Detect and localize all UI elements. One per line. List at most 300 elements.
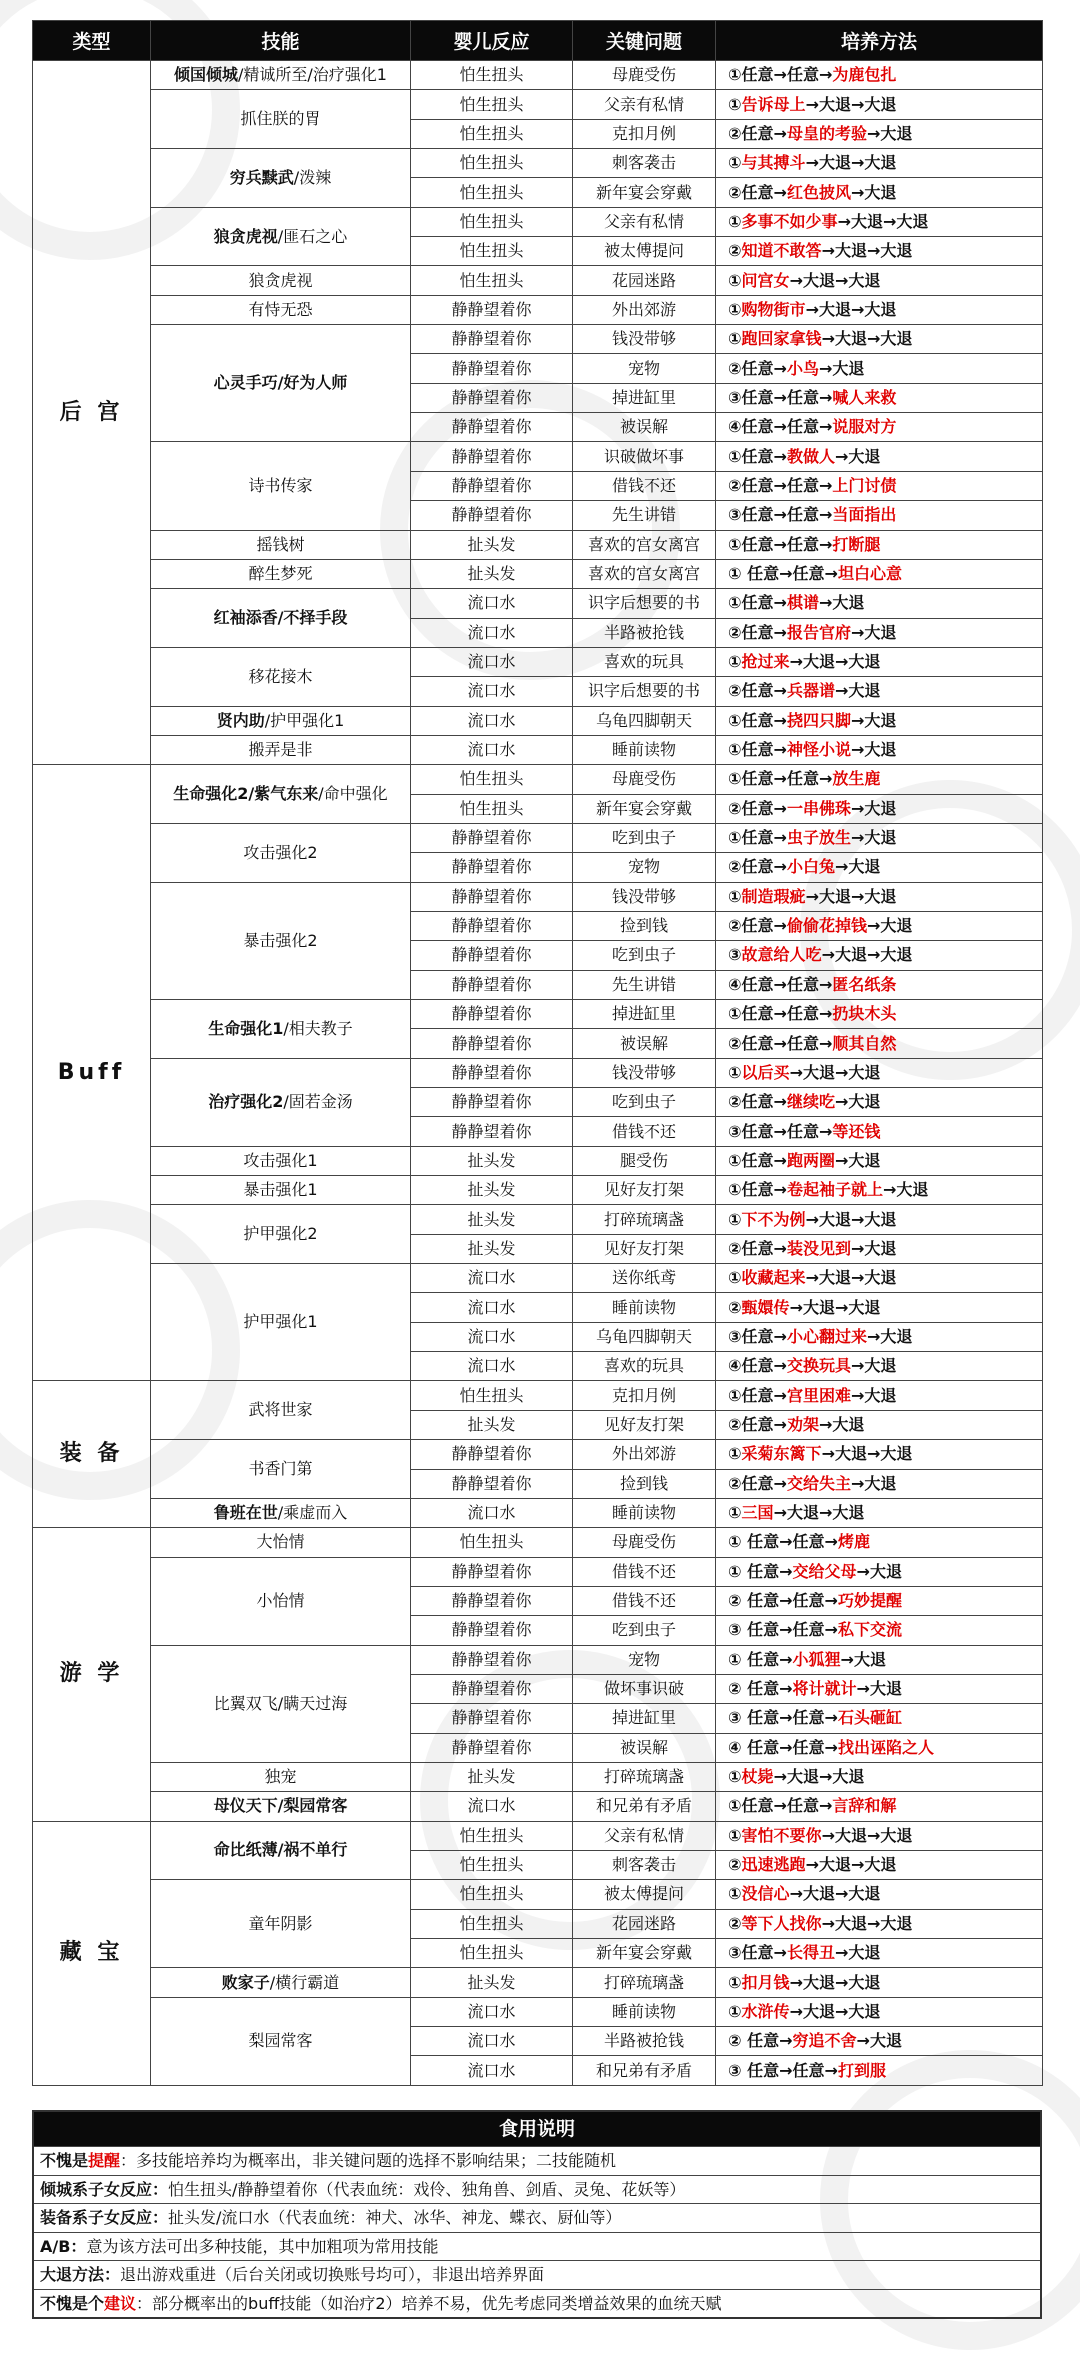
method-cell xyxy=(716,61,1043,90)
baby-reaction-cell: 怕生扭头 xyxy=(411,1939,573,1968)
skill-name: 暴击强化2 xyxy=(243,930,318,950)
method-prefix: ①任意→ xyxy=(728,1150,787,1170)
table-row xyxy=(33,530,1043,559)
method-choice: 偷偷花掉钱 xyxy=(786,916,867,936)
key-question-cell: 花园迷路 xyxy=(573,266,716,295)
table-row xyxy=(33,325,1043,354)
method-cell xyxy=(716,706,1043,735)
method-prefix: ② xyxy=(728,241,742,261)
baby-reaction-cell: 怕生扭头 xyxy=(411,149,573,178)
method-suffix: →大退 xyxy=(834,681,881,701)
method-cell xyxy=(716,354,1043,383)
method-prefix: ① xyxy=(728,1884,742,1904)
key-question-cell: 和兄弟有矛盾 xyxy=(573,1792,716,1821)
skill-name: 有恃无恐 xyxy=(248,299,313,319)
key-question-cell: 半路被抢钱 xyxy=(573,2027,716,2056)
method-prefix: ②任意→ xyxy=(728,1238,787,1258)
note-text: 退出游戏重进（后台关闭或切换账号均可），非退出培养界面 xyxy=(120,2265,545,2284)
guide-table-wrapper xyxy=(32,20,1042,2086)
key-question-cell: 母鹿受伤 xyxy=(573,765,716,794)
key-question-cell: 新年宴会穿戴 xyxy=(573,794,716,823)
key-question-cell: 捡到钱 xyxy=(573,911,716,940)
method-choice: 问宫女 xyxy=(741,270,790,290)
skill-name: 护甲强化2 xyxy=(243,1224,318,1244)
key-question-cell: 钱没带够 xyxy=(573,882,716,911)
method-prefix: ①任意→ xyxy=(728,446,787,466)
method-suffix: →大退 xyxy=(850,182,897,202)
method-prefix: ③ 任意→任意→ xyxy=(728,2060,838,2080)
note-line xyxy=(34,2175,1040,2204)
skill-name-bold: 生命强化1 xyxy=(208,1018,284,1038)
baby-reaction-cell: 静静望着你 xyxy=(411,853,573,882)
method-suffix: →大退 xyxy=(850,1473,897,1493)
baby-reaction-cell: 静静望着你 xyxy=(411,1000,573,1029)
header-key-question: 关键问题 xyxy=(573,21,716,61)
method-prefix: ① xyxy=(728,329,742,349)
method-suffix: →大退 xyxy=(882,1180,929,1200)
skill-cell xyxy=(151,1381,411,1440)
key-question-cell: 做坏事识破 xyxy=(573,1674,716,1703)
method-choice: 坦白心意 xyxy=(837,564,902,584)
skill-name: 诗书传家 xyxy=(248,475,313,495)
method-prefix: ①任意→ xyxy=(728,1385,787,1405)
key-question-cell: 掉进缸里 xyxy=(573,1000,716,1029)
key-question-cell: 捡到钱 xyxy=(573,1469,716,1498)
baby-reaction-cell: 静静望着你 xyxy=(411,1586,573,1615)
method-choice: 穷追不舍 xyxy=(792,2031,857,2051)
method-choice: 虫子放生 xyxy=(786,828,851,848)
method-prefix: ①任意→任意→ xyxy=(728,769,833,789)
method-choice: 宫里困难 xyxy=(786,1385,851,1405)
method-prefix: ①任意→ xyxy=(728,710,787,730)
method-cell xyxy=(716,823,1043,852)
skill-cell xyxy=(151,1176,411,1205)
method-prefix: ①任意→ xyxy=(728,1180,787,1200)
method-cell xyxy=(716,1469,1043,1498)
note-key: 装备系子女反应： xyxy=(40,2208,169,2227)
method-choice: 下不为例 xyxy=(741,1209,806,1229)
skill-name-bold: 败家子 xyxy=(221,1972,270,1992)
table-row xyxy=(33,295,1043,324)
baby-reaction-cell: 静静望着你 xyxy=(411,1058,573,1087)
method-choice: 制造瑕疵 xyxy=(741,886,806,906)
note-line xyxy=(34,2146,1040,2175)
skill-cell xyxy=(151,149,411,208)
skill-cell xyxy=(151,882,411,999)
key-question-cell: 借钱不还 xyxy=(573,1586,716,1615)
key-question-cell: 新年宴会穿戴 xyxy=(573,1939,716,1968)
method-cell xyxy=(716,1088,1043,1117)
method-prefix: ①任意→ xyxy=(728,593,787,613)
key-question-cell: 宠物 xyxy=(573,354,716,383)
method-prefix: ②任意→ xyxy=(728,916,787,936)
baby-reaction-cell: 静静望着你 xyxy=(411,501,573,530)
baby-reaction-cell: 静静望着你 xyxy=(411,1117,573,1146)
method-choice: 跑回家拿钱 xyxy=(741,329,822,349)
method-suffix: →大退 xyxy=(818,358,865,378)
method-suffix: →大退→大退 xyxy=(789,652,881,672)
method-suffix: →大退 xyxy=(850,710,897,730)
method-suffix: →大退→大退 xyxy=(789,270,881,290)
table-body xyxy=(33,61,1043,2086)
method-cell xyxy=(716,149,1043,178)
skill-name: /精诚所至/治疗强化1 xyxy=(238,65,387,85)
key-question-cell: 宠物 xyxy=(573,853,716,882)
key-question-cell: 乌龟四脚朝天 xyxy=(573,1322,716,1351)
key-question-cell: 吃到虫子 xyxy=(573,823,716,852)
type-cell: 游 学 xyxy=(33,1528,151,1821)
method-cell xyxy=(716,1528,1043,1557)
skill-cell xyxy=(151,325,411,442)
baby-reaction-cell: 扯头发 xyxy=(411,1176,573,1205)
method-prefix: ②任意→ xyxy=(728,123,787,143)
method-choice: 小白兔 xyxy=(786,857,835,877)
table-header-row xyxy=(33,21,1043,61)
skill-cell xyxy=(151,295,411,324)
baby-reaction-cell: 扯头发 xyxy=(411,1234,573,1263)
header-method: 培养方法 xyxy=(716,21,1043,61)
table-row xyxy=(33,1762,1043,1791)
key-question-cell: 宠物 xyxy=(573,1645,716,1674)
method-cell xyxy=(716,1381,1043,1410)
method-cell xyxy=(716,1000,1043,1029)
baby-reaction-cell: 怕生扭头 xyxy=(411,61,573,90)
baby-reaction-cell: 静静望着你 xyxy=(411,413,573,442)
key-question-cell: 掉进缸里 xyxy=(573,383,716,412)
baby-reaction-cell: 流口水 xyxy=(411,1264,573,1293)
table-row xyxy=(33,1381,1043,1410)
skill-cell xyxy=(151,1880,411,1968)
method-prefix: ① xyxy=(728,211,742,231)
method-prefix: ① xyxy=(728,1444,742,1464)
method-cell xyxy=(716,1821,1043,1850)
method-choice: 报告官府 xyxy=(786,622,851,642)
skill-name: 比翼双飞/瞒天过海 xyxy=(213,1693,348,1713)
note-key: 倾城系子女反应： xyxy=(40,2179,169,2199)
note-key: 不愧是个 xyxy=(40,2293,105,2313)
method-choice: 多事不如少事 xyxy=(741,211,838,231)
method-prefix: ①任意→任意→ xyxy=(728,534,833,554)
key-question-cell: 睡前读物 xyxy=(573,1293,716,1322)
method-cell xyxy=(716,941,1043,970)
key-question-cell: 借钱不还 xyxy=(573,1557,716,1586)
method-prefix: ①任意→任意→ xyxy=(728,1004,833,1024)
key-question-cell: 克扣月例 xyxy=(573,119,716,148)
baby-reaction-cell: 流口水 xyxy=(411,647,573,676)
baby-reaction-cell: 静静望着你 xyxy=(411,1645,573,1674)
method-prefix: ① 任意→ xyxy=(728,1561,793,1581)
method-cell xyxy=(716,1234,1043,1263)
header-type: 类型 xyxy=(33,21,151,61)
key-question-cell: 睡前读物 xyxy=(573,735,716,764)
method-prefix: ① xyxy=(728,1209,742,1229)
method-cell xyxy=(716,765,1043,794)
skill-name: /护甲强化1 xyxy=(264,710,345,730)
skill-guide-table xyxy=(32,20,1043,2086)
method-prefix: ② xyxy=(728,1855,742,1875)
skill-cell xyxy=(151,647,411,706)
method-suffix: →大退 xyxy=(850,1238,897,1258)
method-choice: 打到服 xyxy=(837,2060,886,2080)
method-suffix: →大退→大退 xyxy=(805,1209,897,1229)
skill-cell xyxy=(151,1821,411,1880)
skill-name: 醉生梦死 xyxy=(248,564,313,584)
method-choice: 三国 xyxy=(741,1503,774,1523)
method-cell xyxy=(716,1440,1043,1469)
skill-cell xyxy=(151,61,411,90)
method-choice: 没信心 xyxy=(741,1884,790,1904)
method-choice: 劝架 xyxy=(786,1414,819,1434)
method-suffix: →大退→大退 xyxy=(789,1062,881,1082)
method-prefix: ① xyxy=(728,1767,742,1787)
method-suffix: →大退 xyxy=(850,798,897,818)
method-prefix: ① xyxy=(728,153,742,173)
table-row xyxy=(33,1176,1043,1205)
method-choice: 说服对方 xyxy=(832,417,897,437)
skill-cell xyxy=(151,559,411,588)
method-suffix: →大退→大退 xyxy=(789,1884,881,1904)
skill-name-bold: 穷兵黩武 xyxy=(229,167,294,187)
note-highlight: 提醒 xyxy=(88,2151,121,2170)
method-suffix: →大退 xyxy=(818,593,865,613)
method-cell xyxy=(716,1058,1043,1087)
skill-name: 攻击强化1 xyxy=(243,1150,318,1170)
method-prefix: ① xyxy=(728,1503,742,1523)
skill-cell xyxy=(151,530,411,559)
method-choice: 将计就计 xyxy=(792,1679,857,1699)
skill-cell xyxy=(151,1645,411,1762)
method-cell xyxy=(716,618,1043,647)
key-question-cell: 刺客袭击 xyxy=(573,149,716,178)
table-row xyxy=(33,1058,1043,1087)
method-cell xyxy=(716,853,1043,882)
baby-reaction-cell: 流口水 xyxy=(411,1352,573,1381)
method-prefix: ① 任意→任意→ xyxy=(728,564,838,584)
type-cell: 藏 宝 xyxy=(33,1821,151,2085)
baby-reaction-cell: 怕生扭头 xyxy=(411,1381,573,1410)
notes-lines xyxy=(34,2146,1040,2317)
method-choice: 私下交流 xyxy=(837,1620,902,1640)
skill-name: /横行霸道 xyxy=(269,1972,340,1992)
baby-reaction-cell: 流口水 xyxy=(411,1498,573,1527)
type-cell: 后 宫 xyxy=(33,61,151,765)
method-prefix: ② xyxy=(728,1297,742,1317)
method-choice: 告诉母上 xyxy=(741,94,806,114)
baby-reaction-cell: 怕生扭头 xyxy=(411,266,573,295)
method-choice: 扣月钱 xyxy=(741,1972,790,1992)
method-choice: 以后买 xyxy=(741,1062,790,1082)
method-suffix: →大退→大退 xyxy=(773,1767,865,1787)
baby-reaction-cell: 扯头发 xyxy=(411,1968,573,1997)
method-cell xyxy=(716,207,1043,236)
skill-name: 独宠 xyxy=(264,1767,297,1787)
skill-name: 移花接木 xyxy=(248,666,313,686)
method-suffix: →大退→大退 xyxy=(821,1444,913,1464)
method-cell xyxy=(716,794,1043,823)
key-question-cell: 被误解 xyxy=(573,413,716,442)
baby-reaction-cell: 静静望着你 xyxy=(411,1557,573,1586)
method-choice: 上门讨债 xyxy=(832,475,897,495)
skill-name-bold: 母仪天下/梨园常客 xyxy=(213,1796,348,1816)
method-suffix: →大退→大退 xyxy=(805,886,897,906)
method-choice: 水浒传 xyxy=(741,2001,790,2021)
skill-name-bold: 心灵手巧/好为人师 xyxy=(213,373,348,393)
method-prefix: ④任意→ xyxy=(728,1356,787,1376)
method-choice: 跑两圈 xyxy=(786,1150,835,1170)
method-choice: 喊人来救 xyxy=(832,387,897,407)
method-suffix: →大退 xyxy=(856,1679,902,1699)
method-prefix: ② 任意→ xyxy=(728,2031,793,2051)
method-suffix: →大退 xyxy=(856,2031,902,2051)
method-prefix: ② 任意→ xyxy=(728,1679,793,1699)
skill-cell xyxy=(151,1528,411,1557)
skill-name: 大怡情 xyxy=(256,1532,305,1552)
method-prefix: ③ 任意→任意→ xyxy=(728,1708,838,1728)
method-cell xyxy=(716,1792,1043,1821)
skill-cell xyxy=(151,442,411,530)
table-row xyxy=(33,1000,1043,1029)
method-choice: 迅速逃跑 xyxy=(741,1855,806,1875)
baby-reaction-cell: 扯头发 xyxy=(411,530,573,559)
baby-reaction-cell: 流口水 xyxy=(411,735,573,764)
note-key: 大退方法： xyxy=(40,2265,121,2284)
method-choice: 杖毙 xyxy=(741,1767,774,1787)
method-prefix: ③ xyxy=(728,945,742,965)
baby-reaction-cell: 流口水 xyxy=(411,589,573,618)
baby-reaction-cell: 怕生扭头 xyxy=(411,90,573,119)
method-prefix: ③任意→ xyxy=(728,1943,787,1963)
table-row xyxy=(33,589,1043,618)
table-row xyxy=(33,266,1043,295)
key-question-cell: 送你纸鸢 xyxy=(573,1264,716,1293)
table-row xyxy=(33,706,1043,735)
method-cell xyxy=(716,911,1043,940)
note-text: 扯头发/流口水（代表血统：神犬、冰华、神龙、蝶衣、厨仙等） xyxy=(168,2208,622,2227)
method-choice: 匿名纸条 xyxy=(832,974,897,994)
method-choice: 神怪小说 xyxy=(786,740,851,760)
skill-cell xyxy=(151,1557,411,1645)
method-suffix: →大退 xyxy=(818,1414,865,1434)
skill-name: 小怡情 xyxy=(256,1591,305,1611)
method-cell xyxy=(716,413,1043,442)
baby-reaction-cell: 怕生扭头 xyxy=(411,1909,573,1938)
note-line xyxy=(34,2203,1040,2232)
method-choice: 长得丑 xyxy=(786,1943,835,1963)
method-cell xyxy=(716,1117,1043,1146)
skill-name: /相夫教子 xyxy=(283,1018,353,1038)
key-question-cell: 识破做坏事 xyxy=(573,442,716,471)
method-cell xyxy=(716,1146,1043,1175)
method-choice: 继续吃 xyxy=(786,1092,835,1112)
skill-cell xyxy=(151,1762,411,1791)
method-choice: 棋谱 xyxy=(786,593,819,613)
method-prefix: ②任意→ xyxy=(728,681,787,701)
method-prefix: ②任意→任意→ xyxy=(728,475,833,495)
method-cell xyxy=(716,1616,1043,1645)
method-suffix: →大退→大退 xyxy=(821,329,913,349)
method-prefix: ③任意→任意→ xyxy=(728,505,833,525)
method-cell xyxy=(716,1557,1043,1586)
method-choice: 扔块木头 xyxy=(832,1004,897,1024)
method-choice: 害怕不要你 xyxy=(741,1825,822,1845)
skill-cell xyxy=(151,1058,411,1146)
method-prefix: ① xyxy=(728,2001,742,2021)
baby-reaction-cell: 怕生扭头 xyxy=(411,1880,573,1909)
method-prefix: ②任意→ xyxy=(728,1414,787,1434)
key-question-cell: 见好友打架 xyxy=(573,1234,716,1263)
method-suffix: →大退 xyxy=(834,857,881,877)
method-prefix: ① xyxy=(728,299,742,319)
key-question-cell: 半路被抢钱 xyxy=(573,618,716,647)
baby-reaction-cell: 扯头发 xyxy=(411,1146,573,1175)
table-row xyxy=(33,647,1043,676)
method-prefix: ① xyxy=(728,886,742,906)
method-prefix: ① 任意→ xyxy=(728,1649,793,1669)
key-question-cell: 吃到虫子 xyxy=(573,1088,716,1117)
method-cell xyxy=(716,471,1043,500)
method-choice: 挠四只脚 xyxy=(786,710,851,730)
skill-cell xyxy=(151,765,411,824)
key-question-cell: 喜欢的玩具 xyxy=(573,1352,716,1381)
method-choice: 找出诬陷之人 xyxy=(837,1737,934,1757)
skill-name: 暴击强化1 xyxy=(243,1180,318,1200)
note-text: ：部分概率出的buff技能（如治疗2）培养不易，优先考虑同类增益效果的血统天赋 xyxy=(136,2293,722,2313)
skill-name: 攻击强化2 xyxy=(243,842,318,862)
method-suffix: →大退→大退 xyxy=(789,1297,881,1317)
method-cell xyxy=(716,1704,1043,1733)
key-question-cell: 被太傅提问 xyxy=(573,237,716,266)
method-choice: 母皇的考验 xyxy=(786,123,867,143)
skill-cell xyxy=(151,589,411,648)
baby-reaction-cell: 怕生扭头 xyxy=(411,794,573,823)
table-row xyxy=(33,1205,1043,1234)
skill-name-bold: 贤内助 xyxy=(216,710,265,730)
baby-reaction-cell: 流口水 xyxy=(411,2056,573,2085)
table-row xyxy=(33,90,1043,119)
method-prefix: ① 任意→任意→ xyxy=(728,1532,838,1552)
method-choice: 小狐狸 xyxy=(792,1649,841,1669)
skill-cell xyxy=(151,1997,411,2085)
skill-cell xyxy=(151,90,411,149)
skill-name: /命中强化 xyxy=(318,784,388,804)
baby-reaction-cell: 静静望着你 xyxy=(411,1733,573,1762)
table-row xyxy=(33,1146,1043,1175)
method-prefix: ① xyxy=(728,1825,742,1845)
method-suffix: →大退→大退 xyxy=(773,1503,865,1523)
skill-cell xyxy=(151,1968,411,1997)
method-choice: 装没见到 xyxy=(786,1238,851,1258)
skill-name: /匪石之心 xyxy=(277,226,348,246)
table-row xyxy=(33,149,1043,178)
note-text: ：多技能培养均为概率出，非关键问题的选择不影响结果；二技能随机 xyxy=(120,2151,617,2170)
table-row xyxy=(33,1498,1043,1527)
method-suffix: →大退 xyxy=(866,123,913,143)
key-question-cell: 刺客袭击 xyxy=(573,1850,716,1879)
baby-reaction-cell: 静静望着你 xyxy=(411,882,573,911)
method-suffix: →大退 xyxy=(866,916,913,936)
method-cell xyxy=(716,178,1043,207)
key-question-cell: 父亲有私情 xyxy=(573,90,716,119)
baby-reaction-cell: 怕生扭头 xyxy=(411,237,573,266)
skill-cell xyxy=(151,1000,411,1059)
skill-name-bold: 生命强化2/紫气东来 xyxy=(173,784,319,804)
table-row xyxy=(33,1997,1043,2026)
method-prefix: ①任意→任意→ xyxy=(728,1796,833,1816)
method-prefix: ③任意→任意→ xyxy=(728,387,833,407)
method-choice: 为鹿包扎 xyxy=(832,65,897,85)
method-suffix: →大退→大退 xyxy=(805,1855,897,1875)
method-prefix: ② 任意→任意→ xyxy=(728,1591,838,1611)
